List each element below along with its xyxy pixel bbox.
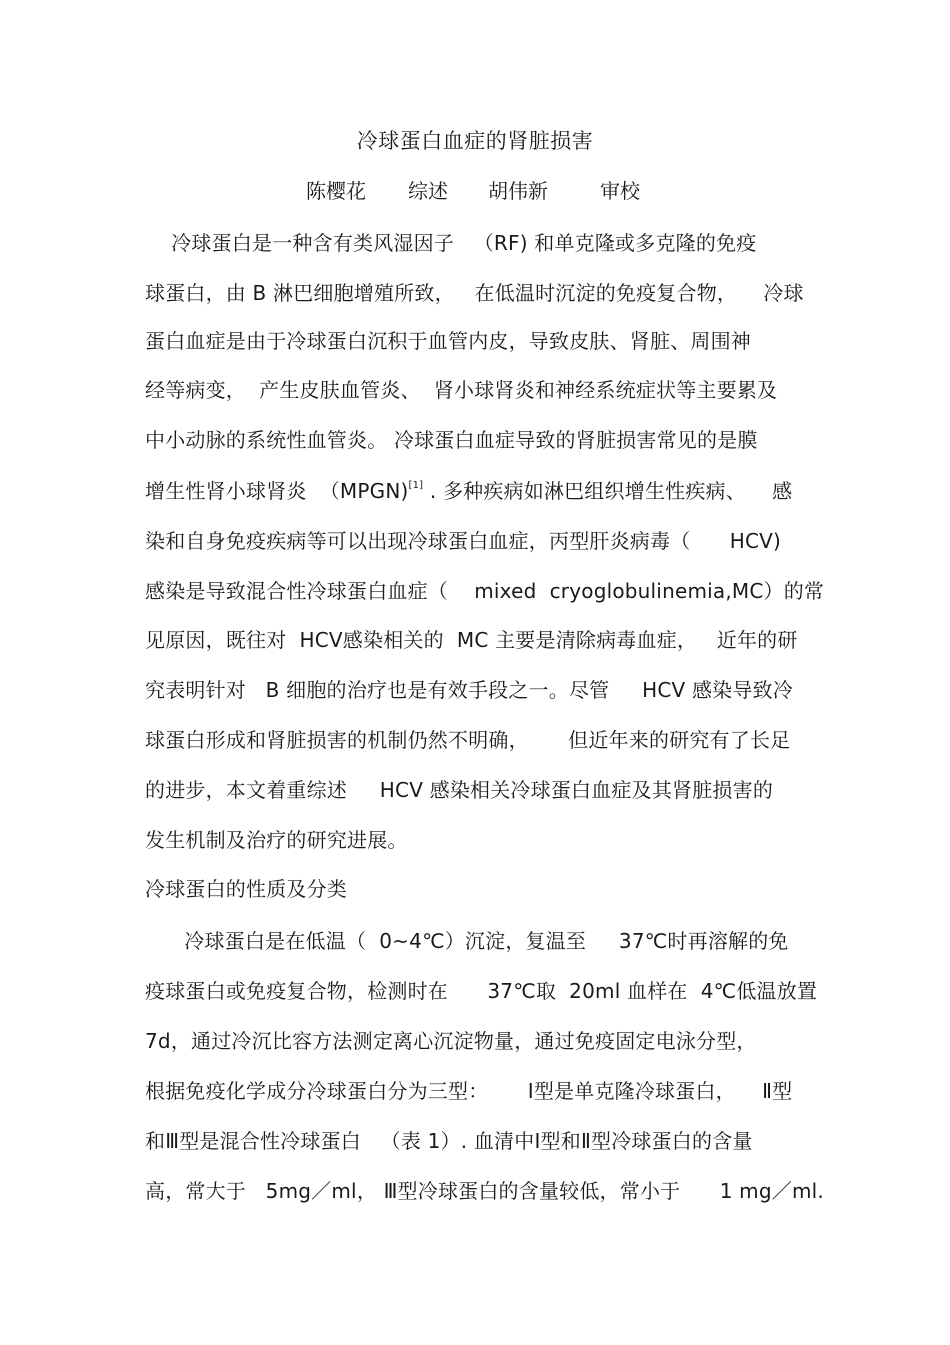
document-title: 冷球蛋白血症的肾脏损害 — [356, 129, 594, 153]
reviewer-name: 胡伟新 — [488, 179, 548, 203]
text-line: 高，常大于 5mg／ml， Ⅲ型冷球蛋白的含量较低，常小于 1 mg／ml. — [145, 1179, 824, 1203]
text-line: 感染是导致混合性冷球蛋白血症（ mixed cryoglobulinemia,MC）的常 — [145, 579, 825, 603]
text-line: 球蛋白形成和肾脏损害的机制仍然不明确， 但近年来的研究有了长足 — [145, 728, 791, 752]
text-line: 发生机制及治疗的研究进展。 — [145, 828, 408, 852]
text-line: 蛋白血症是由于冷球蛋白沉积于血管内皮，导致皮肤、肾脏、周围神 — [145, 329, 751, 353]
text-line: 的进步，本文着重综述 HCV 感染相关冷球蛋白血症及其肾脏损害的 — [145, 778, 774, 802]
section-heading: 冷球蛋白的性质及分类 — [145, 877, 347, 901]
text-segment: 增生性肾小球肾炎 （MPGN) — [145, 479, 409, 503]
text-line: 经等病变， 产生皮肤血管炎、 肾小球肾炎和神经系统症状等主要累及 — [145, 378, 778, 402]
reviewer-role: 审校 — [600, 179, 640, 203]
text-line: 球蛋白，由 B 淋巴细胞增殖所致， 在低温时沉淀的免疫复合物， 冷球 — [145, 281, 804, 305]
text-line: 中小动脉的系统性血管炎。 冷球蛋白血症导致的肾脏损害常见的是膜 — [145, 428, 758, 452]
text-line: 究表明针对 B 细胞的治疗也是有效手段之一。尽管 HCV 感染导致冷 — [145, 678, 793, 702]
text-line: 冷球蛋白是在低温（ 0~4℃）沉淀，复温至 37℃时再溶解的免 — [145, 929, 789, 953]
text-line: 疫球蛋白或免疫复合物，检测时在 37℃取 20ml 血样在 4℃低温放置 — [145, 979, 818, 1003]
text-line: 染和自身免疫疾病等可以出现冷球蛋白血症，丙型肝炎病毒（ HCV) — [145, 529, 782, 553]
author-name: 陈樱花 — [306, 179, 366, 203]
citation-ref: [1] — [408, 480, 424, 491]
author-role: 综述 — [408, 179, 448, 203]
text-line: 7d，通过冷沉比容方法测定离心沉淀物量，通过免疫固定电泳分型， — [145, 1029, 757, 1053]
text-line-with-citation — [145, 476, 792, 506]
text-line: 和Ⅲ型是混合性冷球蛋白 （表 1）. 血清中Ⅰ型和Ⅱ型冷球蛋白的含量 — [145, 1129, 753, 1153]
text-line: 冷球蛋白是一种含有类风湿因子 （RF) 和单克隆或多克隆的免疫 — [145, 231, 757, 255]
text-segment: . 多种疾病如淋巴组织增生性疾病、 感 — [423, 479, 793, 503]
text-line: 见原因，既往对 HCV感染相关的 MC 主要是清除病毒血症， 近年的研 — [145, 628, 798, 652]
text-line: 根据免疫化学成分冷球蛋白分为三型： Ⅰ型是单克隆冷球蛋白， Ⅱ型 — [145, 1079, 793, 1103]
